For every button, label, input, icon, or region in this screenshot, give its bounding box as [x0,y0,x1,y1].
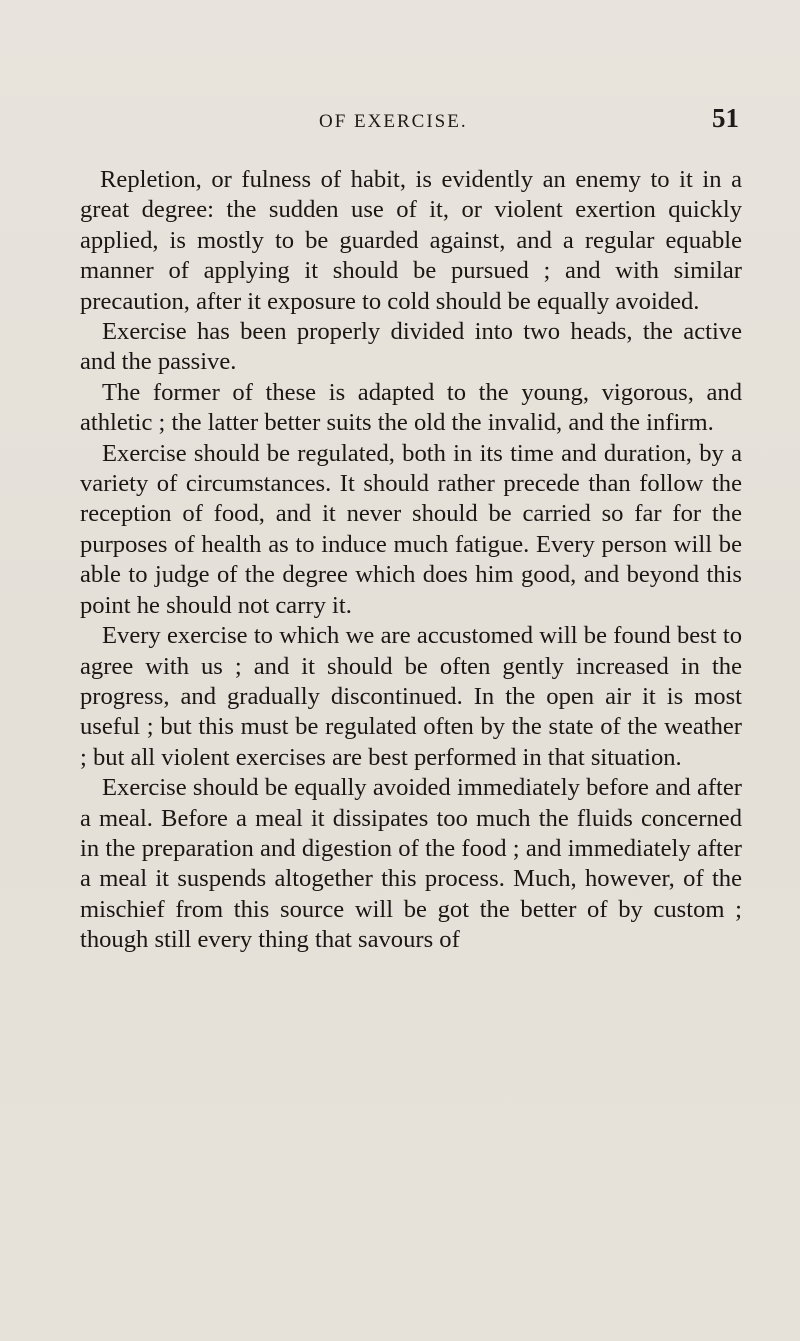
paragraph-exercise-heads: Exercise has been properly divided into two heads, the active and the passive. [80,318,742,376]
running-head-title: OF EXERCISE. [319,111,468,132]
paragraph-meals: Exercise should be equally avoided immediately before and after a meal. Before a meal it dissipates too much the fluids concerned in the preparation and digestion of the food ; and immediately after a meal it suspends altogether this process. Much, however, of the mischief from this source will be got the better of by custom ; though still every thing that savours of [80,774,742,954]
paragraph-accustomed: Every exercise to which we are accustomed will be found best to agree with us ; and it should be often gently increased in the progress, and gradually discontinued. In the open air it is most useful ; but this must be regulated often by the state of the weather ; but all violent exercises are best performed in that situation. [80,622,742,771]
paragraph-repletion: Repletion, or fulness of habit, is evidently an enemy to it in a great degree: the sudden use of it, or violent exertion quickly applied, is mostly to be guarded against, and a regular equable manner of applying it should be pursued ; and with similar precaution, after it exposure to cold should be equally avoided. [80,166,742,315]
running-head [79,103,739,135]
paragraph-active-passive: The former of these is adapted to the young, vigorous, and athletic ; the latter better suits the old the invalid, and the infirm. [80,378,742,437]
body-text [80,165,742,956]
page-number: 51 [712,103,739,133]
paragraph-regulation: Exercise should be regulated, both in its time and duration, by a variety of circumstances. It should rather precede than follow the reception of food, and it never should be carried so far for the purposes of health as to induce much fatigue. Every person will be able to judge of the degree which does him good, and beyond this point he should not carry it. [80,439,742,619]
